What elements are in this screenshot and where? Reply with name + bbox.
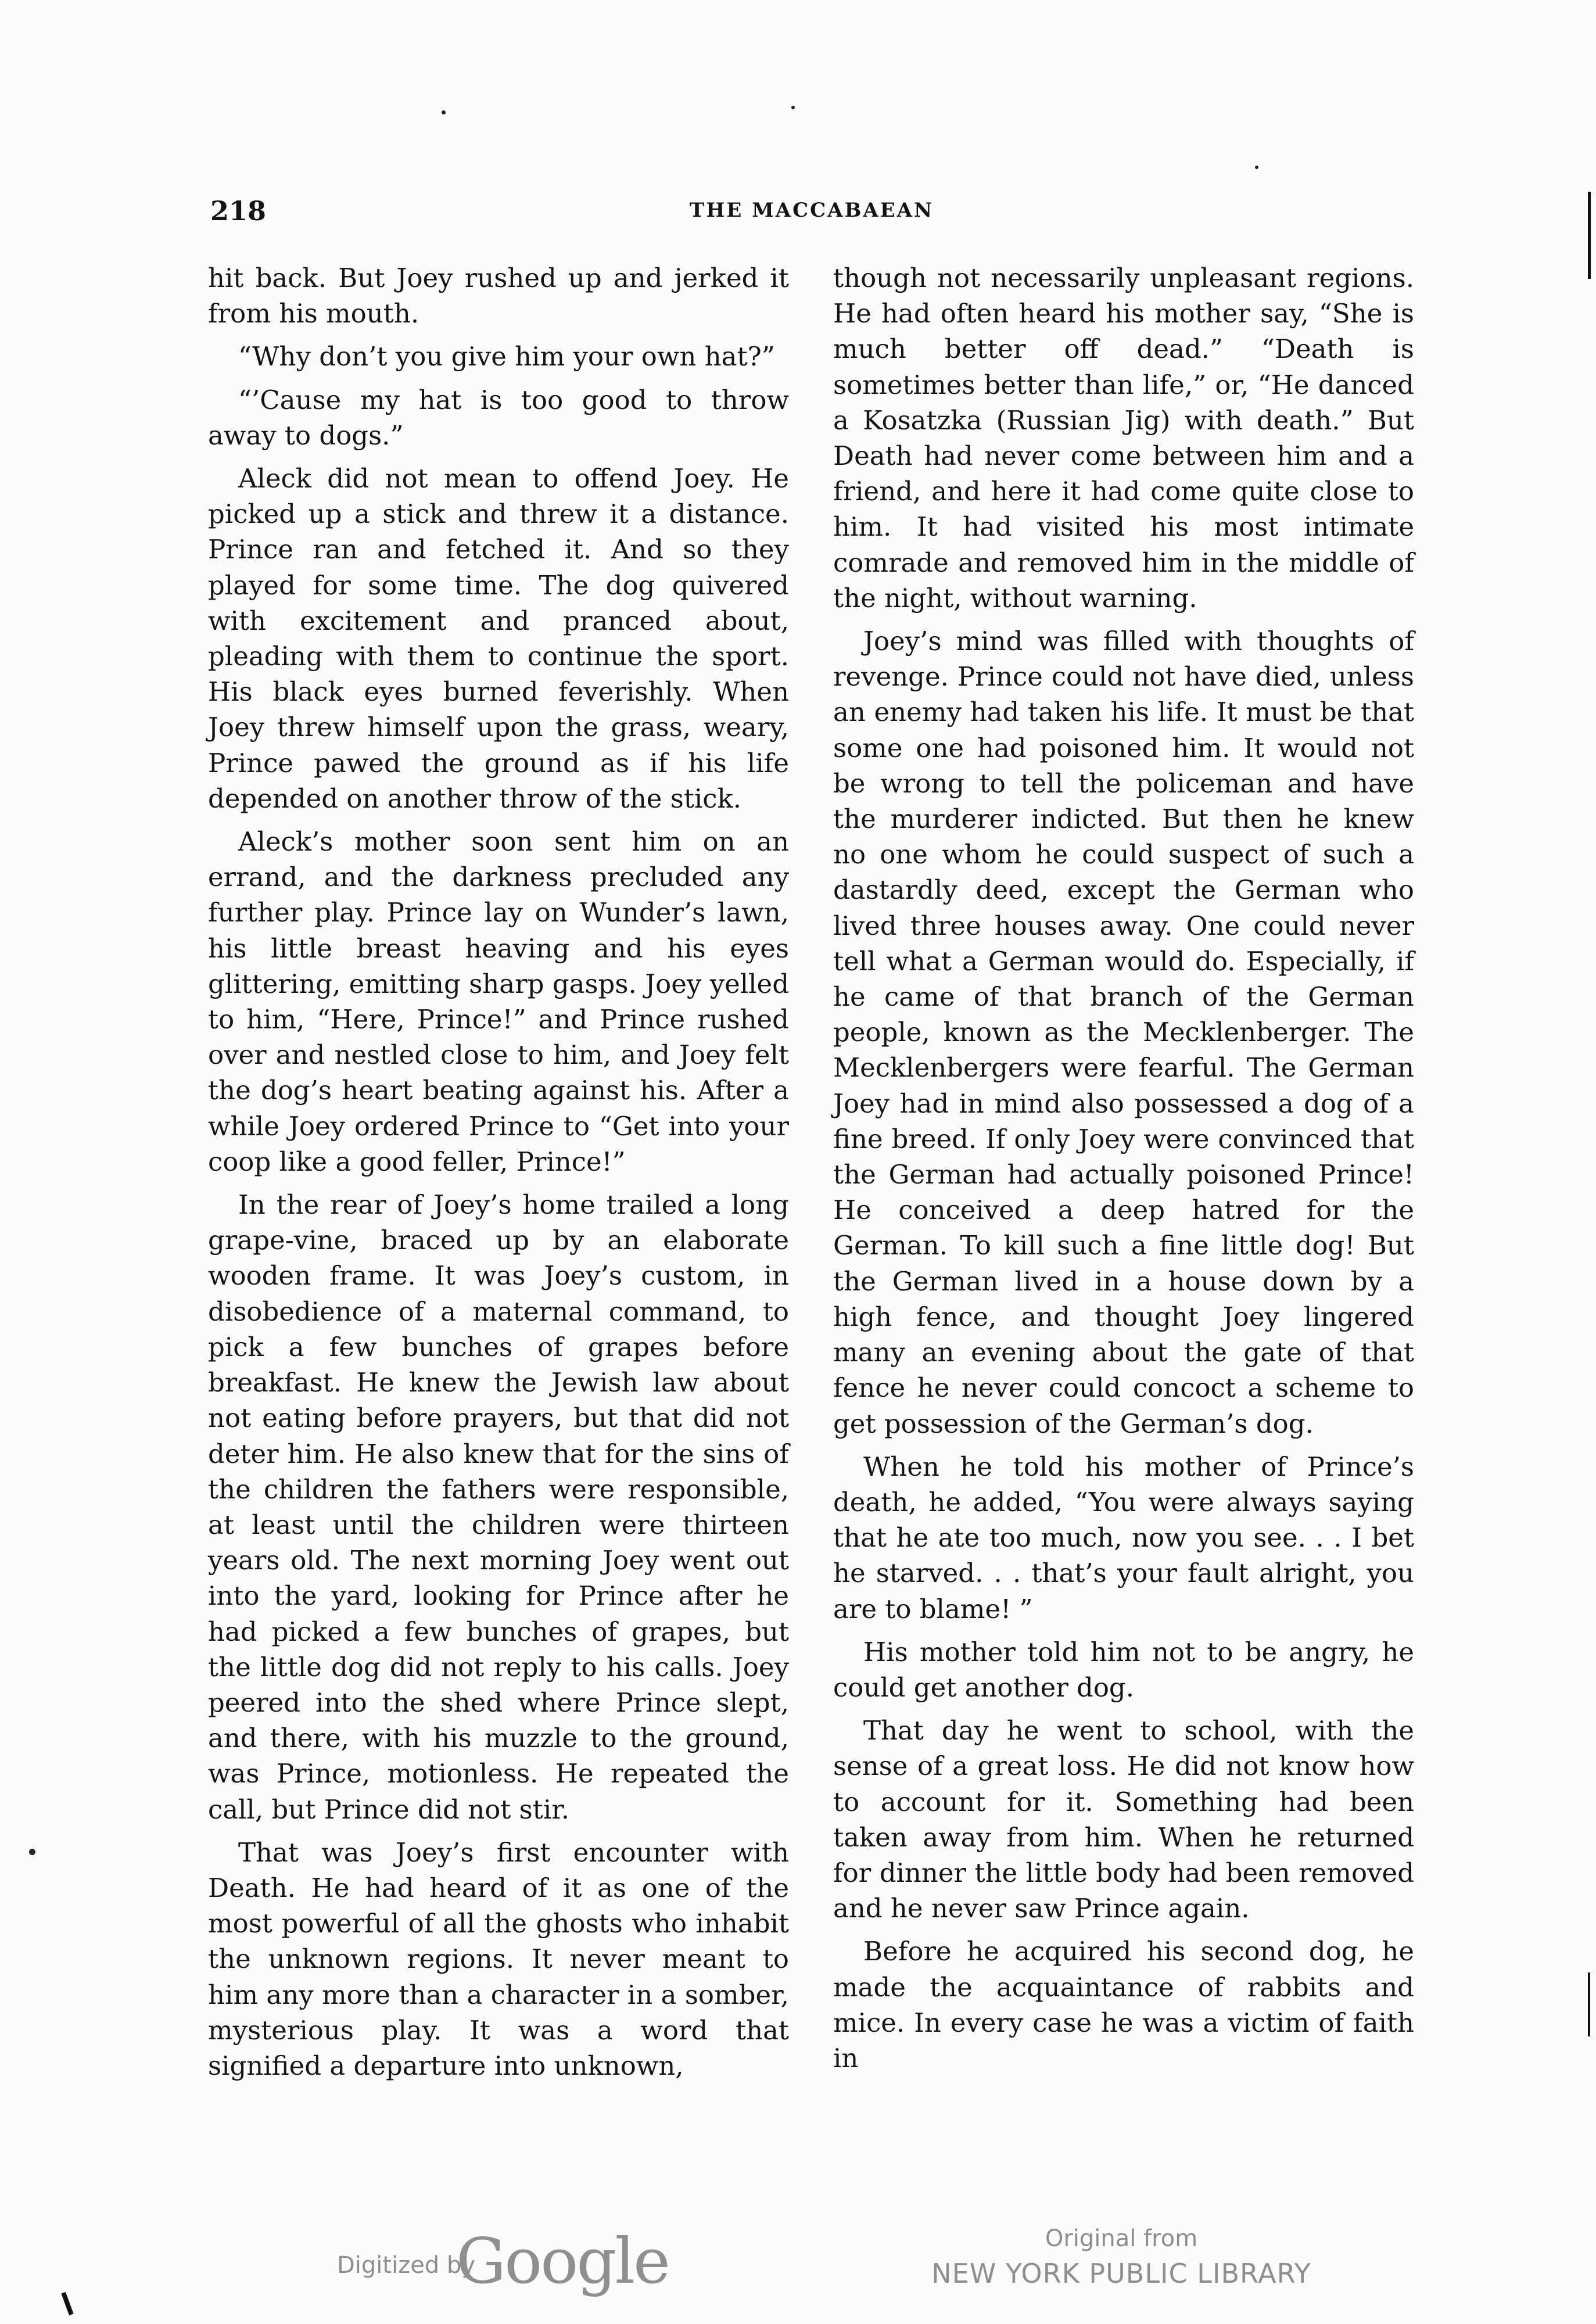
paragraph: When he told his mother of Prince’s death, he added, “You were always saying that he ate too much, now you see. . . I bet he starved. . . that’s your fault alright, you are to blame! ”: [833, 1451, 1414, 1624]
scan-footer: [0, 2225, 1596, 2301]
google-logo: Google: [456, 2225, 669, 2298]
paragraph: That day he went to school, with the sense of a great loss. He did not know how to account for it. Something had been taken away from him. When he returned for dinner the little body had been removed and he never saw Prince again.: [833, 1715, 1414, 1924]
page-header: [210, 195, 1413, 232]
paragraph: In the rear of Joey’s home trailed a long grape-vine, braced up by an elaborate wooden frame. It was Joey’s custom, in disobedience of a maternal command, to pick a few bunches of grapes before breakfast. He knew the Jewish law about not eating before prayers, but that did not deter him. He also knew that for the sins of the children the fathers were responsible, at least until the children were thirteen years old. The next morning Joey went out into the yard, looking for Prince after he had picked a few bunches of grapes, but the little dog did not reply to his calls. Joey peered into the shed where Prince slept, and there, with his muzzle to the ground, was Prince, motionless. He repeated the call, but Prince did not stir.: [208, 1189, 789, 1825]
paragraph: His mother told him not to be angry, he could get another dog.: [833, 1636, 1414, 1703]
library-name: NEW YORK PUBLIC LIBRARY: [931, 2258, 1311, 2289]
page-number: 218: [210, 195, 267, 227]
paragraph: “’Cause my hat is too good to throw away to dogs.”: [208, 384, 789, 451]
paragraph: Joey’s mind was filled with thoughts of revenge. Prince could not have died, unless an enemy had taken his life. It must be that some one had poisoned him. It would not be wrong to tell the policeman and have the murderer indicted. But then he knew no one whom he could suspect of such a dastardly deed, except the German who lived three houses away. One could never tell what a German would do. Especially, if he came of that branch of the German people, known as the Mecklenberger. The Mecklenbergers were fearful. The German Joey had in mind also possessed a dog of a fine breed. If only Joey were convinced that the German had actually poisoned Prince! He conceived a deep hatred for the German. To kill such a fine little dog! But the German lived in a house down by a high fence, and thought Joey lingered many an evening about the gate of that fence he never could concoct a scheme to get possession of the German’s dog.: [833, 626, 1414, 1439]
scan-speck: [29, 1849, 35, 1855]
paragraph: though not necessarily unpleasant regions. He had often heard his mother say, “She is much better off dead.” “Death is sometimes better than life,” or, “He danced a Kosatzka (Russian Jig) with death.” But Death had never come between him and a friend, and here it had come quite close to him. It had visited his most intimate comrade and removed him in the middle of the night, without warning.: [833, 263, 1414, 614]
scan-speck: [1255, 166, 1258, 169]
paragraph: “Why don’t you give him your own hat?”: [238, 341, 775, 372]
running-title: THE MACCABAEAN: [689, 199, 934, 222]
scan-speck: [791, 106, 795, 109]
left-column: [208, 260, 789, 2091]
scan-edge-mark: [1588, 1972, 1590, 2036]
original-from-label: Original from: [1045, 2225, 1198, 2252]
paragraph: Aleck did not mean to offend Joey. He picked up a stick and threw it a distance. Prince ran and fetched it. And so they played for some time. The dog quivered with excitement and pranced about, pleading with them to continue the sport. His black eyes burned feverishly. When Joey threw himself upon the grass, weary, Prince pawed the ground as if his life depended on another throw of the stick.: [208, 463, 789, 814]
scan-speck: [442, 110, 446, 114]
paragraph: That was Joey’s first encounter with Death. He had heard of it as one of the most powerful of all the ghosts who inhabit the unknown regions. It never meant to him any more than a character in a somber, mysterious play. It was a word that signified a departure into unknown,: [208, 1837, 789, 2081]
paragraph: Aleck’s mother soon sent him on an errand, and the darkness precluded any further play. Prince lay on Wunder’s lawn, his little breast heaving and his eyes glittering, emitting sharp gasps. Joey yelled to him, “Here, Prince!” and Prince rushed over and nestled close to him, and Joey felt the dog’s heart beating against his. After a while Joey ordered Prince to “Get into your coop like a good feller, Prince!”: [208, 826, 789, 1177]
right-column: [833, 260, 1414, 2083]
paragraph: Before he acquired his second dog, he made the acquaintance of rabbits and mice. In every case he was a victim of faith in: [833, 1936, 1414, 2074]
digitized-by-label: Digitized by: [337, 2252, 475, 2279]
scan-edge-mark: [1588, 192, 1591, 279]
paragraph: hit back. But Joey rushed up and jerked it from his mouth.: [208, 263, 789, 329]
